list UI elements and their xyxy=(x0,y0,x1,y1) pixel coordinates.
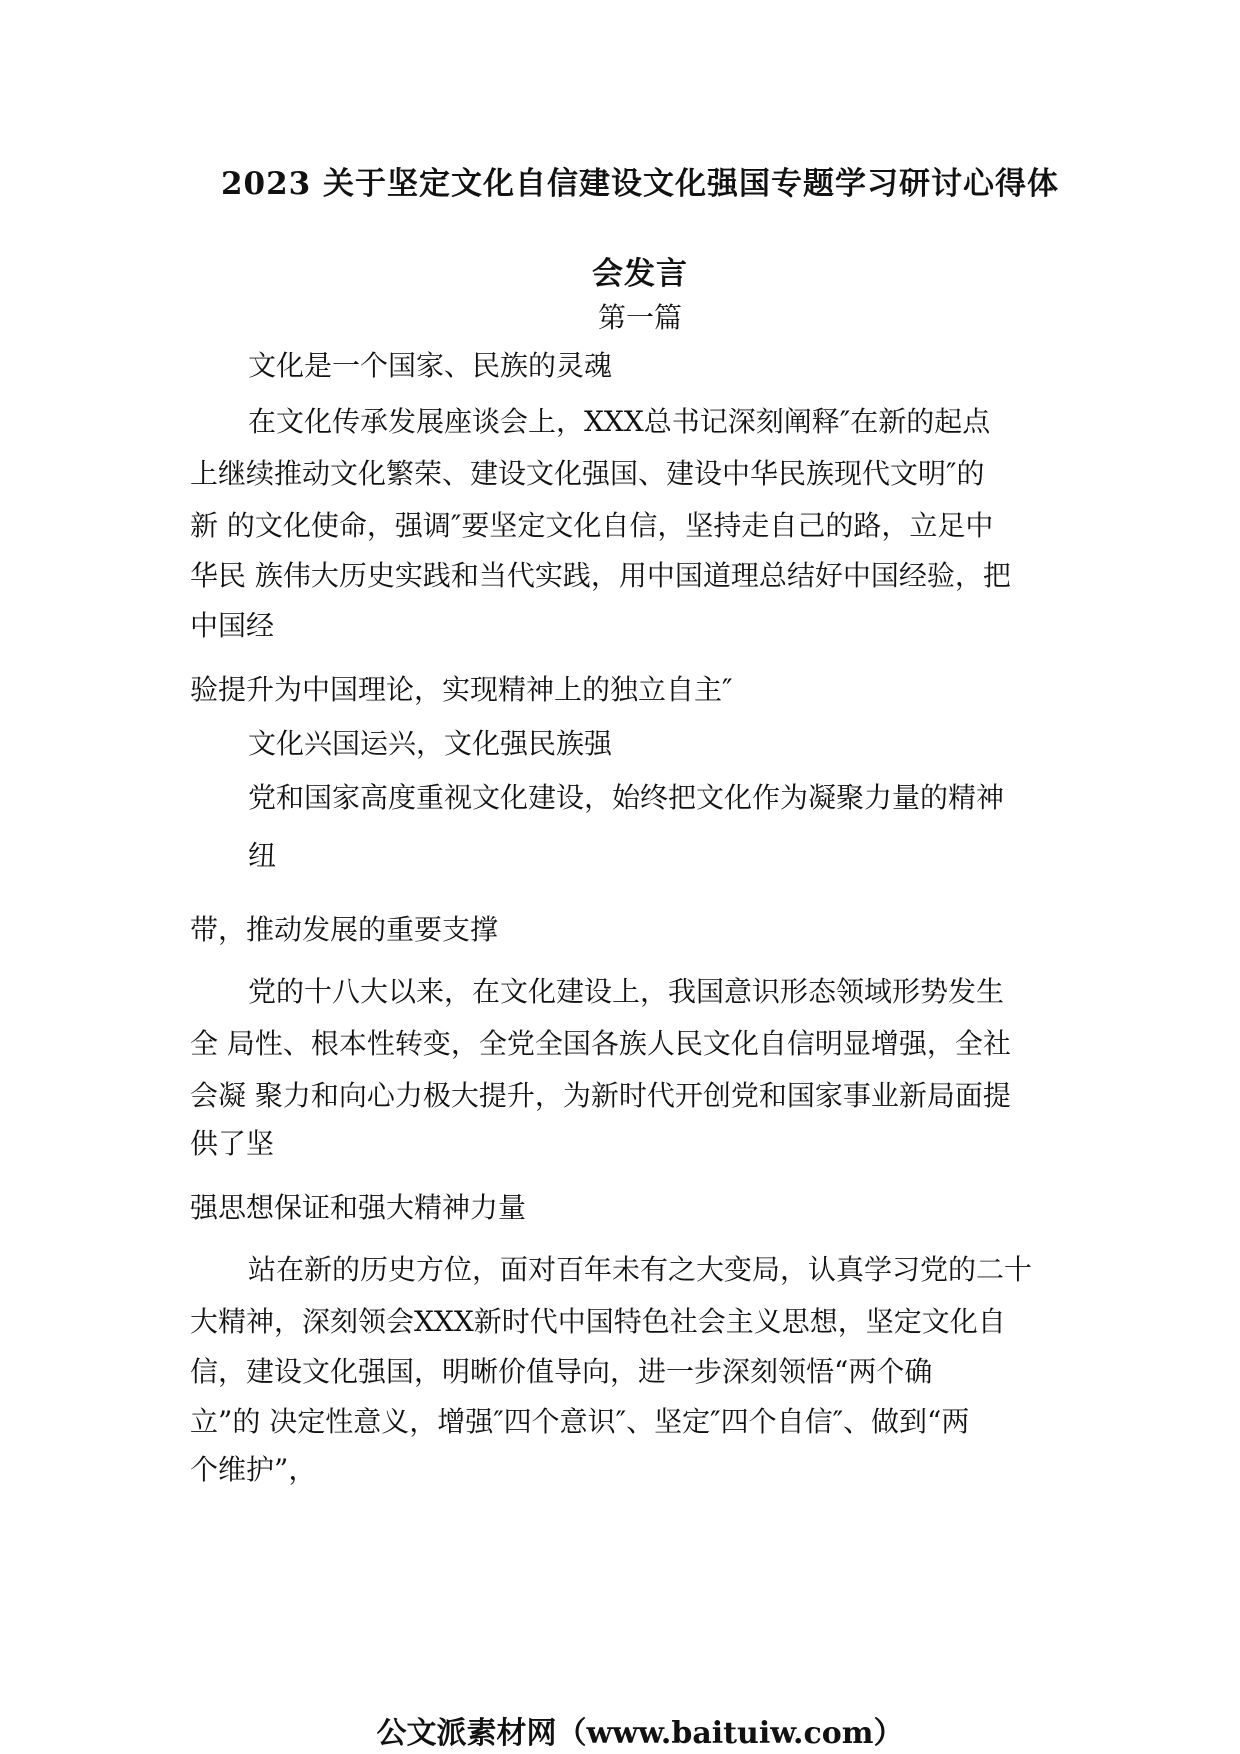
paragraph-line: 文化兴国运兴，文化强民族强 xyxy=(248,727,613,760)
paragraph-line: 供了坚 xyxy=(190,1127,275,1160)
document-title-line-1: 2023 关于坚定文化自信建设文化强国专题学习研讨心得体 xyxy=(220,166,1060,202)
paragraph-line: 在文化传承发展座谈会上，XXX总书记深刻阐释″在新的起点 xyxy=(248,405,991,438)
paragraph-line: 文化是一个国家、民族的灵魂 xyxy=(248,349,613,382)
section-heading: 第一篇 xyxy=(597,301,682,334)
paragraph-line: 强思想保证和强大精神力量 xyxy=(190,1191,527,1224)
paragraph-line: 全 局性、根本性转变，全党全国各族人民文化自信明显增强，全社 xyxy=(190,1027,1011,1060)
paragraph-line: 新 的文化使命，强调″要坚定文化自信，坚持走自己的路，立足中 xyxy=(190,509,994,542)
paragraph-line: 信，建设文化强国，明晰价值导向，进一步深刻领悟“两个确 xyxy=(190,1355,933,1388)
paragraph-line: 带，推动发展的重要支撑 xyxy=(190,913,499,946)
document-title-line-2: 会发言 xyxy=(592,256,688,292)
footer-watermark: 公文派素材网（www.baituiw.com） xyxy=(376,1716,904,1751)
paragraph-line: 会凝 聚力和向心力极大提升，为新时代开创党和国家事业新局面提 xyxy=(190,1079,1011,1112)
paragraph-line: 中国经 xyxy=(190,609,275,642)
paragraph-line: 上继续推动文化繁荣、建设文化强国、建设中华民族现代文明″的 xyxy=(190,457,985,490)
paragraph-line: 大精神，深刻领会XXX新时代中国特色社会主义思想，坚定文化自 xyxy=(190,1305,1006,1338)
paragraph-line: 党的十八大以来，在文化建设上，我国意识形态领域形势发生 xyxy=(248,975,1005,1008)
paragraph-line: 个维护”， xyxy=(190,1453,317,1486)
paragraph-line: 立”的 决定性意义，增强″四个意识″、坚定″四个自信″、做到“两 xyxy=(190,1405,970,1438)
paragraph-line: 党和国家高度重视文化建设，始终把文化作为凝聚力量的精神 xyxy=(248,781,1005,814)
paragraph-line: 华民 族伟大历史实践和当代实践，用中国道理总结好中国经验，把 xyxy=(190,559,1011,592)
paragraph-line: 纽 xyxy=(248,839,277,872)
paragraph-line: 验提升为中国理论，实现精神上的独立自主″ xyxy=(190,673,733,706)
paragraph-line: 站在新的历史方位，面对百年未有之大变局，认真学习党的二十 xyxy=(248,1253,1033,1286)
